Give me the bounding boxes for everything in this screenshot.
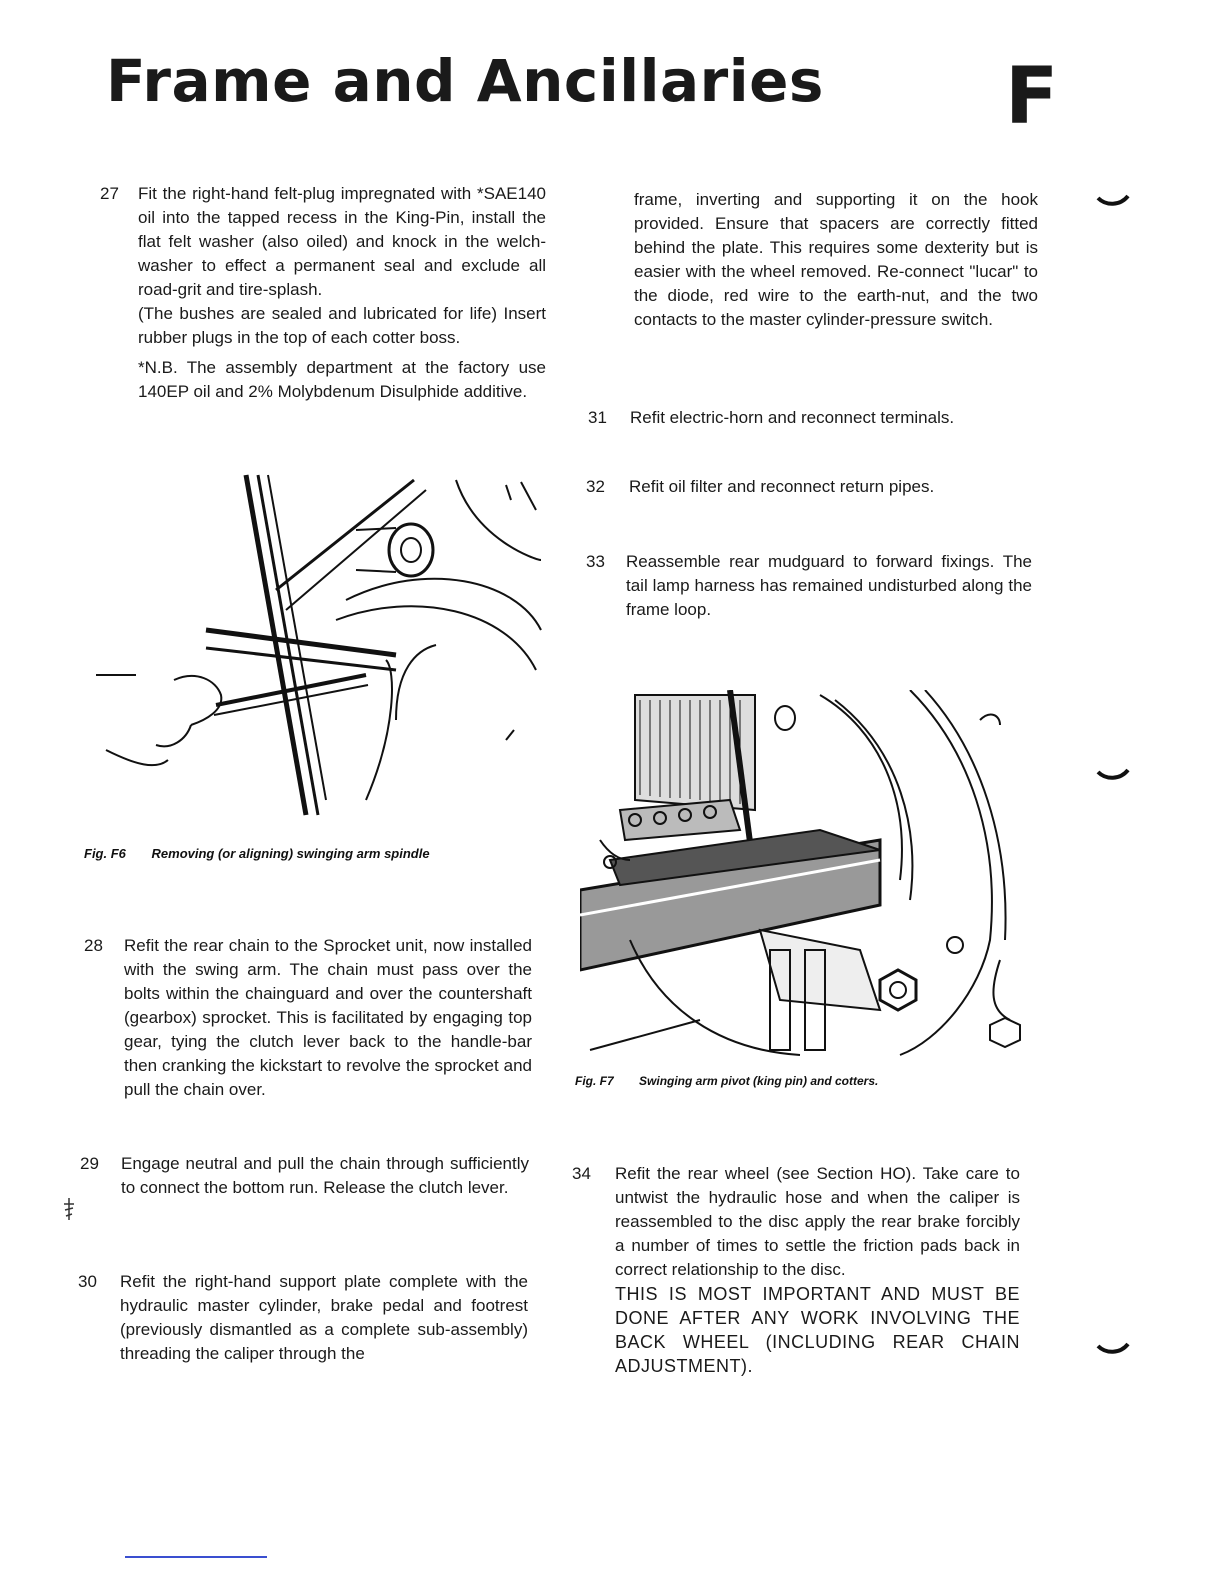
step-text: Refit electric-horn and reconnect terminals. xyxy=(630,408,955,427)
footer-rule xyxy=(125,1556,267,1558)
step-number: 28 xyxy=(84,936,103,955)
section-letter: F xyxy=(1005,52,1059,142)
page-title: Frame and Ancillaries xyxy=(106,47,824,115)
figure-f6-illustration xyxy=(96,470,546,830)
step-30-continued xyxy=(634,188,1038,332)
swinging-arm-spindle-drawing xyxy=(96,470,546,830)
step-text: Engage neutral and pull the chain through sufficiently to connect the bottom run. Release the clutch lever. xyxy=(121,1154,529,1197)
figure-caption-text: Swinging arm pivot (king pin) and cotters. xyxy=(639,1074,879,1088)
step-text: Refit the rear chain to the Sprocket unit, now installed with the swing arm. The chain must pass over the bolts within the chainguard and over the countershaft (gearbox) sprocket. This is facilitated by engaging top gear, tying the clutch lever back to the handle-bar then cranking the kickstart to revolve the sprocket and pull the chain over. xyxy=(124,936,532,1099)
binder-mark-top xyxy=(1096,194,1130,210)
step-number: 34 xyxy=(572,1164,591,1183)
step-emphasis: THIS IS MOST IMPORTANT AND MUST BE DONE AFTER ANY WORK INVOLVING THE BACK WHEEL (INCLUDING REAR CHAIN ADJUSTMENT). xyxy=(615,1284,1020,1376)
figure-caption-text: Removing (or aligning) swinging arm spindle xyxy=(151,846,430,861)
step-number: 27 xyxy=(100,184,119,203)
figure-f7-illustration xyxy=(580,690,1025,1060)
step-number: 31 xyxy=(588,408,607,427)
step-text: Refit oil filter and reconnect return pipes. xyxy=(629,477,935,496)
binder-mark-bottom xyxy=(1096,1342,1130,1358)
step-number: 32 xyxy=(586,477,605,496)
figure-label: Fig. F7 xyxy=(575,1074,614,1088)
step-text-continued: frame, inverting and supporting it on the hook provided. Ensure that spacers are correctly fitted behind the plate. This requires some dexterity but is easier with the wheel removed. Re-connect "lucar" to the diode, red wire to the earth-nut, and the two contacts to the master cylinder-pressure switch. xyxy=(634,190,1038,329)
figure-f6-caption xyxy=(84,846,544,861)
step-number: 29 xyxy=(80,1154,99,1173)
step-note: *N.B. The assembly department at the factory use 140EP oil and 2% Molybdenum Disulphide additive. xyxy=(138,358,546,401)
step-text: Reassemble rear mudguard to forward fixings. The tail lamp harness has remained undisturbed along the frame loop. xyxy=(626,552,1032,619)
step-text-continued: (The bushes are sealed and lubricated for life) Insert rubber plugs in the top of each cotter boss. xyxy=(138,304,546,347)
figure-label: Fig. F6 xyxy=(84,846,126,861)
step-number: 33 xyxy=(586,552,605,571)
figure-f7-caption xyxy=(575,1074,1025,1088)
step-text: Refit the rear wheel (see Section HO). Take care to untwist the hydraulic hose and when the caliper is reassembled to the disc apply the rear brake forcibly a number of times to settle the friction pads back in correct relationship to the disc. xyxy=(615,1164,1020,1279)
step-text: Refit the right-hand support plate complete with the hydraulic master cylinder, brake pedal and footrest (previously dismantled as a complete sub-assembly) threading the caliper through the xyxy=(120,1272,528,1363)
swinging-arm-pivot-drawing xyxy=(580,690,1025,1060)
binder-mark-middle xyxy=(1096,768,1130,784)
step-text: Fit the right-hand felt-plug impregnated with *SAE140 oil into the tapped recess in the King-Pin, install the flat felt washer (also oiled) and knock in the welch-washer to effect a permanent seal and exclude all road-grit and tire-splash. xyxy=(138,184,546,299)
margin-scribble xyxy=(62,1196,76,1222)
step-number: 30 xyxy=(78,1272,97,1291)
